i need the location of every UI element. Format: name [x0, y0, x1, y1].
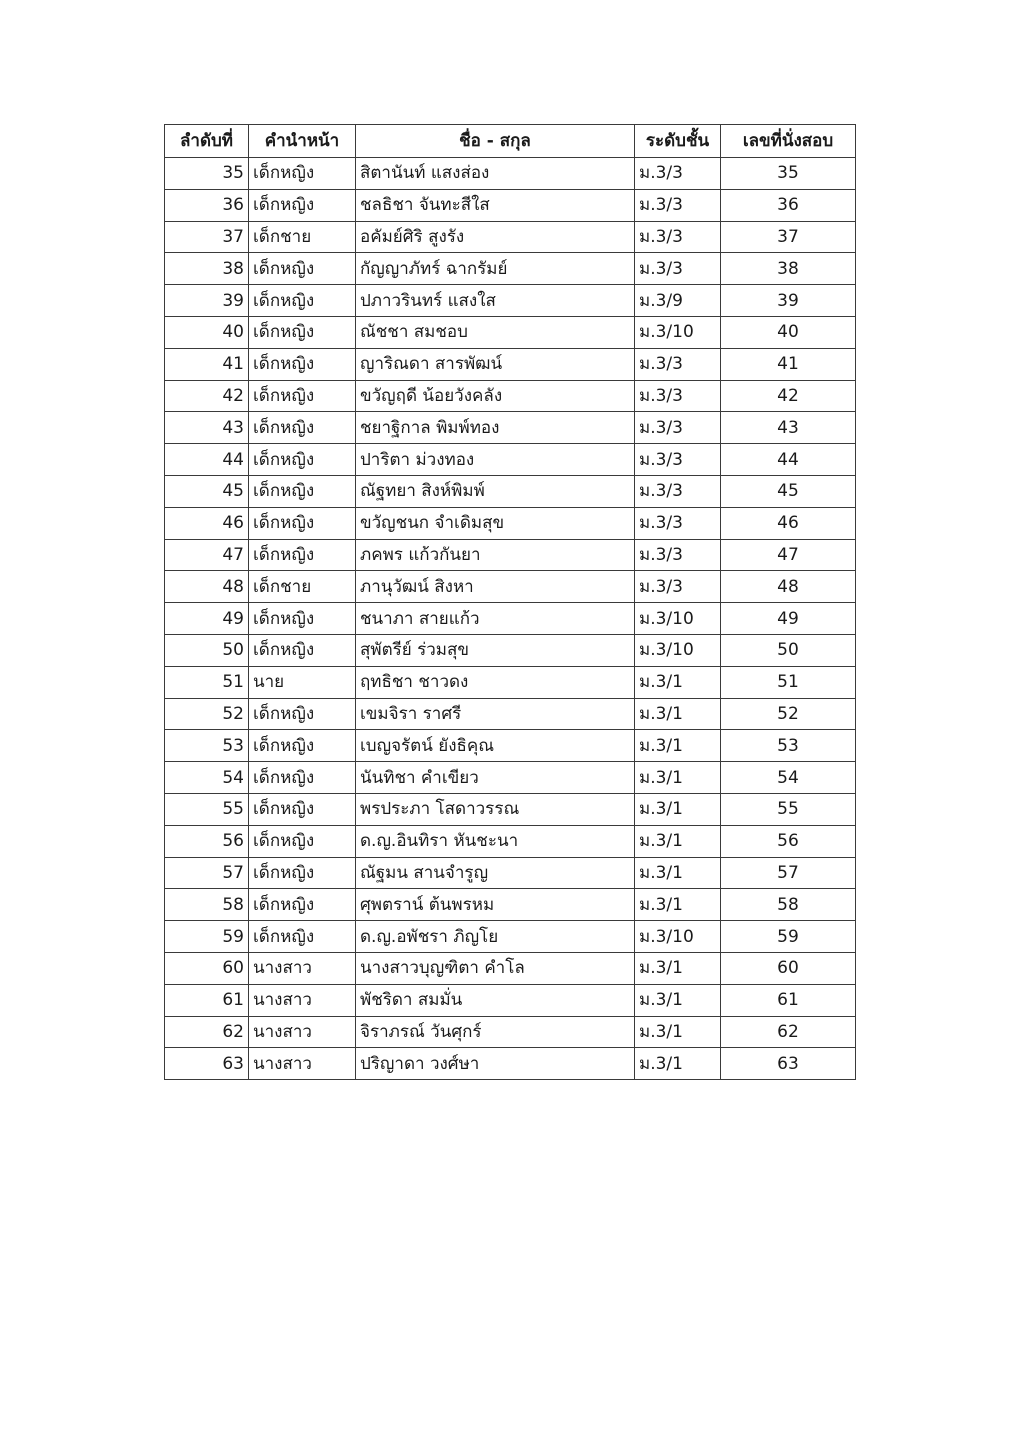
cell-name: ศุพตราน์ ต้นพรหม [356, 889, 635, 921]
cell-seat: 63 [721, 1048, 856, 1080]
cell-seat: 52 [721, 698, 856, 730]
cell-name: จิราภรณ์ วันศุกร์ [356, 1016, 635, 1048]
table-row [165, 189, 856, 221]
table-row [165, 952, 856, 984]
cell-order: 41 [165, 348, 249, 380]
cell-name: ขวัญชนก จำเดิมสุข [356, 507, 635, 539]
cell-name: ภานุวัฒน์ สิงหา [356, 571, 635, 603]
cell-level: ม.3/1 [635, 1048, 721, 1080]
cell-prefix: เด็กหญิง [249, 634, 356, 666]
cell-order: 40 [165, 316, 249, 348]
table-row [165, 825, 856, 857]
cell-prefix: เด็กชาย [249, 571, 356, 603]
cell-level: ม.3/1 [635, 762, 721, 794]
cell-seat: 54 [721, 762, 856, 794]
cell-seat: 61 [721, 984, 856, 1016]
cell-level: ม.3/3 [635, 380, 721, 412]
cell-name: พรประภา โสดาวรรณ [356, 793, 635, 825]
cell-order: 53 [165, 730, 249, 762]
cell-level: ม.3/9 [635, 285, 721, 317]
cell-level: ม.3/3 [635, 444, 721, 476]
cell-name: ชลธิชา จันทะสีใส [356, 189, 635, 221]
header-level: ระดับชั้น [635, 125, 721, 158]
cell-name: ด.ญ.อพัชรา ภิญโย [356, 921, 635, 953]
cell-order: 37 [165, 221, 249, 253]
table-header-row [165, 125, 856, 158]
table-row [165, 539, 856, 571]
cell-name: นางสาวบุญฑิตา คำโล [356, 952, 635, 984]
cell-prefix: เด็กหญิง [249, 412, 356, 444]
cell-prefix: เด็กหญิง [249, 889, 356, 921]
header-seat: เลขที่นั่งสอบ [721, 125, 856, 158]
table-row [165, 793, 856, 825]
cell-name: ณัฐมน สานจำรูญ [356, 857, 635, 889]
cell-seat: 45 [721, 475, 856, 507]
cell-prefix: เด็กหญิง [249, 857, 356, 889]
cell-level: ม.3/1 [635, 698, 721, 730]
cell-name: ญาริณดา สารพัฒน์ [356, 348, 635, 380]
cell-name: ปาริตา ม่วงทอง [356, 444, 635, 476]
cell-order: 61 [165, 984, 249, 1016]
cell-order: 44 [165, 444, 249, 476]
cell-seat: 46 [721, 507, 856, 539]
cell-order: 50 [165, 634, 249, 666]
cell-name: สุพัตรีย์ ร่วมสุข [356, 634, 635, 666]
cell-name: ปภาวรินทร์ แสงใส [356, 285, 635, 317]
table-row [165, 412, 856, 444]
cell-prefix: เด็กหญิง [249, 380, 356, 412]
cell-order: 51 [165, 666, 249, 698]
cell-prefix: นาย [249, 666, 356, 698]
cell-order: 52 [165, 698, 249, 730]
cell-level: ม.3/10 [635, 634, 721, 666]
table-row [165, 698, 856, 730]
table-row [165, 889, 856, 921]
cell-name: ฤทธิชา ชาวดง [356, 666, 635, 698]
cell-order: 39 [165, 285, 249, 317]
cell-prefix: เด็กหญิง [249, 539, 356, 571]
table-row [165, 316, 856, 348]
cell-prefix: เด็กหญิง [249, 253, 356, 285]
cell-prefix: นางสาว [249, 984, 356, 1016]
cell-order: 42 [165, 380, 249, 412]
cell-name: ณัชชา สมชอบ [356, 316, 635, 348]
cell-level: ม.3/1 [635, 793, 721, 825]
cell-level: ม.3/1 [635, 825, 721, 857]
cell-seat: 42 [721, 380, 856, 412]
cell-prefix: เด็กหญิง [249, 316, 356, 348]
cell-order: 58 [165, 889, 249, 921]
cell-order: 63 [165, 1048, 249, 1080]
cell-seat: 35 [721, 158, 856, 190]
cell-seat: 53 [721, 730, 856, 762]
cell-seat: 37 [721, 221, 856, 253]
cell-order: 45 [165, 475, 249, 507]
table-body [165, 158, 856, 1080]
cell-level: ม.3/10 [635, 921, 721, 953]
cell-seat: 59 [721, 921, 856, 953]
cell-seat: 50 [721, 634, 856, 666]
cell-level: ม.3/1 [635, 952, 721, 984]
cell-name: ชนาภา สายแก้ว [356, 603, 635, 635]
cell-prefix: นางสาว [249, 1048, 356, 1080]
cell-name: ปริญาดา วงศ์ษา [356, 1048, 635, 1080]
cell-name: พัชริดา สมมั่น [356, 984, 635, 1016]
cell-level: ม.3/1 [635, 666, 721, 698]
cell-seat: 44 [721, 444, 856, 476]
table-row [165, 348, 856, 380]
cell-level: ม.3/1 [635, 1016, 721, 1048]
cell-prefix: เด็กหญิง [249, 475, 356, 507]
cell-prefix: เด็กหญิง [249, 921, 356, 953]
cell-prefix: เด็กหญิง [249, 698, 356, 730]
cell-prefix: เด็กหญิง [249, 285, 356, 317]
cell-prefix: เด็กหญิง [249, 730, 356, 762]
cell-order: 46 [165, 507, 249, 539]
header-order: ลำดับที่ [165, 125, 249, 158]
header-prefix: คำนำหน้า [249, 125, 356, 158]
cell-level: ม.3/3 [635, 507, 721, 539]
cell-order: 47 [165, 539, 249, 571]
cell-seat: 48 [721, 571, 856, 603]
cell-level: ม.3/3 [635, 539, 721, 571]
table-row [165, 730, 856, 762]
cell-name: อคัมย์ศิริ สูงรัง [356, 221, 635, 253]
cell-prefix: เด็กชาย [249, 221, 356, 253]
cell-seat: 56 [721, 825, 856, 857]
cell-seat: 55 [721, 793, 856, 825]
table-row [165, 603, 856, 635]
cell-name: เบญจรัตน์ ยังธิคุณ [356, 730, 635, 762]
cell-prefix: เด็กหญิง [249, 603, 356, 635]
cell-order: 60 [165, 952, 249, 984]
cell-order: 62 [165, 1016, 249, 1048]
cell-order: 56 [165, 825, 249, 857]
cell-order: 49 [165, 603, 249, 635]
cell-order: 54 [165, 762, 249, 794]
table-row [165, 444, 856, 476]
cell-seat: 43 [721, 412, 856, 444]
cell-level: ม.3/1 [635, 730, 721, 762]
table-row [165, 475, 856, 507]
cell-seat: 36 [721, 189, 856, 221]
cell-order: 48 [165, 571, 249, 603]
table-row [165, 158, 856, 190]
cell-seat: 57 [721, 857, 856, 889]
cell-name: นันทิชา คำเขียว [356, 762, 635, 794]
cell-level: ม.3/3 [635, 412, 721, 444]
cell-prefix: เด็กหญิง [249, 444, 356, 476]
cell-prefix: เด็กหญิง [249, 348, 356, 380]
cell-seat: 40 [721, 316, 856, 348]
cell-order: 43 [165, 412, 249, 444]
cell-seat: 47 [721, 539, 856, 571]
table-row [165, 921, 856, 953]
cell-prefix: เด็กหญิง [249, 825, 356, 857]
cell-name: ชยาฐิกาล พิมพ์ทอง [356, 412, 635, 444]
cell-prefix: เด็กหญิง [249, 189, 356, 221]
table-row [165, 1048, 856, 1080]
cell-order: 57 [165, 857, 249, 889]
cell-level: ม.3/3 [635, 571, 721, 603]
cell-level: ม.3/3 [635, 189, 721, 221]
table-row [165, 857, 856, 889]
table-row [165, 666, 856, 698]
cell-name: เขมจิรา ราศรี [356, 698, 635, 730]
cell-name: ขวัญฤดี น้อยวังคลัง [356, 380, 635, 412]
cell-name: กัญญาภัทร์ ฉากรัมย์ [356, 253, 635, 285]
cell-level: ม.3/3 [635, 158, 721, 190]
table-row [165, 762, 856, 794]
cell-seat: 39 [721, 285, 856, 317]
exam-seating-table [164, 124, 856, 1080]
table-row [165, 253, 856, 285]
cell-seat: 38 [721, 253, 856, 285]
header-name: ชื่อ - สกุล [356, 125, 635, 158]
table-row [165, 507, 856, 539]
table-row [165, 221, 856, 253]
cell-name: ณัฐทยา สิงห์พิมพ์ [356, 475, 635, 507]
table-row [165, 1016, 856, 1048]
cell-name: ด.ญ.อินทิรา หันชะนา [356, 825, 635, 857]
cell-level: ม.3/10 [635, 603, 721, 635]
cell-seat: 51 [721, 666, 856, 698]
table-row [165, 380, 856, 412]
cell-seat: 41 [721, 348, 856, 380]
cell-name: ภคพร แก้วกันยา [356, 539, 635, 571]
cell-seat: 49 [721, 603, 856, 635]
cell-order: 36 [165, 189, 249, 221]
cell-order: 55 [165, 793, 249, 825]
cell-level: ม.3/3 [635, 253, 721, 285]
table-row [165, 984, 856, 1016]
cell-order: 38 [165, 253, 249, 285]
cell-level: ม.3/1 [635, 857, 721, 889]
cell-prefix: เด็กหญิง [249, 793, 356, 825]
cell-prefix: นางสาว [249, 952, 356, 984]
cell-prefix: เด็กหญิง [249, 158, 356, 190]
cell-level: ม.3/3 [635, 475, 721, 507]
cell-seat: 58 [721, 889, 856, 921]
cell-level: ม.3/1 [635, 889, 721, 921]
cell-level: ม.3/3 [635, 348, 721, 380]
cell-order: 35 [165, 158, 249, 190]
cell-level: ม.3/3 [635, 221, 721, 253]
table-row [165, 634, 856, 666]
cell-seat: 60 [721, 952, 856, 984]
cell-name: สิตานันท์ แสงส่อง [356, 158, 635, 190]
cell-seat: 62 [721, 1016, 856, 1048]
cell-order: 59 [165, 921, 249, 953]
cell-prefix: เด็กหญิง [249, 507, 356, 539]
table-row [165, 285, 856, 317]
cell-level: ม.3/1 [635, 984, 721, 1016]
table-row [165, 571, 856, 603]
cell-prefix: เด็กหญิง [249, 762, 356, 794]
cell-prefix: นางสาว [249, 1016, 356, 1048]
cell-level: ม.3/10 [635, 316, 721, 348]
